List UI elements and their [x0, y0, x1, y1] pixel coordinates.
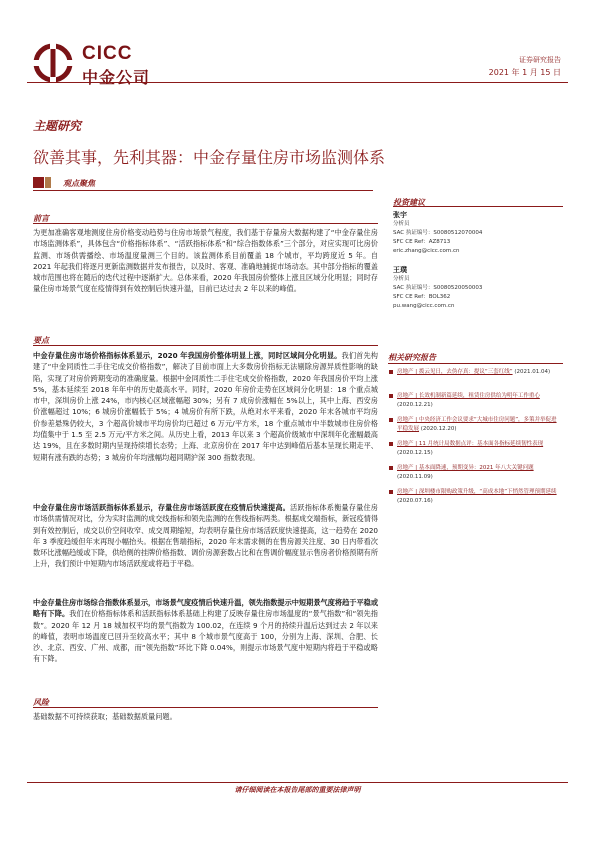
related-bullets-icon — [389, 369, 395, 509]
related-report-item[interactable] — [397, 440, 562, 457]
key-point-price-lead: 中金存量住房市场价格指标体系显示，2020 年我国房价整体明显上涨，同时区域间分化明显。 — [33, 351, 342, 360]
key-point-price — [33, 350, 378, 463]
risk-heading: 风险 — [33, 698, 49, 707]
related-report-link[interactable]: 房地产 | 深圳楼市限购政策升级，“高成本地”下悄然管理预期延续 — [397, 489, 557, 495]
key-point-activity-body: 活跃指标体系衡量存量住房市场供需情况对比，分为实时监测的成交线指标和领先监测的在售线指标两类。根据成交端指标，新冠疫情得到有效控制后，成交以价空间收窄、成交周期缩短，均表明存量住房市场活跃度快速提高，这一趋势在 2020 年 3 季度趋缓但年末再现小幅抬头。根据在售端指标，2020 年末需求侧的在售房源关注度、30 日内带看次数环比涨幅趋缓或下降，供给侧的挂牌价格指数、调价房源套数占比和在售调价幅度显示售房者价格预期有所上升，我们预计中短期内市场活跃度或将趋于平稳。 — [33, 503, 379, 569]
risk-text: 基础数据不可持续获取；基础数据质量问题。 — [33, 712, 177, 721]
related-divider — [388, 363, 563, 364]
related-report-date: (2021.01.04) — [514, 369, 551, 375]
legal-notice: 请仔细阅读在本报告尾部的重要法律声明 — [234, 786, 361, 794]
analysts-divider — [393, 206, 563, 207]
key-point-composite-lead: 中金存量住房市场综合指数体系显示，市场景气度疫情后快速升温，领先指数提示中短期景气度将趋于平稳或略有下降。 — [33, 598, 379, 619]
related-report-item[interactable] — [397, 392, 562, 409]
related-report-link[interactable]: 房地产 | 长效机制新篇延续，租赁住房供给为明年工作重心 — [397, 393, 540, 399]
header-divider — [27, 82, 568, 83]
footer-divider — [27, 782, 568, 783]
key-point-composite-body: 我们在价格指标体系和活跃指标体系基础上构建了反映存量住房市场温度的“景气指数”和“领先指数”。2020 年 12 月 18 城加权平均的景气指数为 100.02，在连续 9 个月的持续升温后达到过去 2 年以来的峰值，表明市场温度已回升至较高水平；其中 8 个城市景气度高于 100，分别为上海、深圳、合肥、长沙、北京、西安、广州、成都，而“领先指数”环比下降 0.04%，则提示市场景气度中短期内将趋于平稳或略有下降。 — [33, 609, 378, 664]
related-report-date: (2020.11.09) — [397, 473, 433, 480]
tag-bar-icon — [45, 177, 51, 188]
related-report-item[interactable] — [397, 416, 562, 433]
related-report-date: (2020.12.15) — [397, 449, 433, 456]
analyst-name: 张宇 — [393, 211, 407, 219]
preface-heading: 前言 — [33, 214, 49, 223]
related-report-date: (2020.12.20) — [420, 425, 457, 432]
analyst-role: 分析员 — [393, 221, 410, 227]
tag-square-icon — [33, 177, 44, 188]
related-report-item[interactable] — [397, 368, 562, 377]
key-point-price-body: 我们首先构建了“中金同质性二手住宅成交价格指数”，解决了目前市面上大多数房价指标无法剔除房源异质性影响的缺陷，实现了对房价跨期变动的准确度量。根据中金同质性二手住宅成交价格指数，2020 年我国房价平均上涨 5%，基本延续至 2018 年年中的历史最高水平。同时，2020 年房价走势在区域间分化明显：18 个重点城市中，深圳房价上涨 24%，市内核心区域涨幅超 30%；另有 7 成房价涨幅在 5%以上，其中上海、西安房价涨幅超过 10%；6 城房价涨幅低于 5%；4 城房价有所下跌，从绝对水平来看，2020 年末各城市平均房价参差悬殊仍较大，3 个超高价城市平均房价均已超过 6 万元/平方米，18 个重点城市中半数城市住房价格均值集中于 1.5 至 2.5 万元/平方米之间。从历史上看，2013 年以来 3 个超高价级城市中深圳年化涨幅最高达 19%，且在多数时期内呈现持续增长态势；上海、北京房价在 2017 年中达到峰值后基本呈现长期走平、短期有涨有跌的态势；3 城房价年均涨幅均超同期沪深 300 指数表现。 — [33, 351, 378, 462]
related-report-link[interactable]: 房地产 | 基本面降速，预期变异：2021 年八大关键问题 — [397, 465, 534, 471]
related-report-date: (2020.12.21) — [397, 401, 433, 408]
analyst-email[interactable]: pu.wang@cicc.com.cn — [393, 303, 455, 309]
cicc-logo-icon — [33, 43, 73, 83]
page-title: 欲善其事，先利其器：中金存量住房市场监测体系 — [33, 148, 386, 167]
analyst-2 — [393, 265, 563, 311]
key-point-activity-lead: 中金存量住房市场活跃指标体系显示，存量住房市场活跃度在疫情后快速提高。 — [33, 503, 291, 512]
section-type: 主题研究 — [33, 119, 82, 133]
tag-label: 观点聚焦 — [63, 179, 95, 188]
report-date: 2021 年 1 月 15 日 — [488, 68, 561, 77]
related-heading: 相关研究报告 — [388, 353, 436, 362]
key-points-divider — [33, 345, 378, 346]
related-report-link[interactable]: 房地产 | 11 月统计局数据点评：基本面各指标延续韧性表现 — [397, 441, 544, 447]
analyst-1 — [393, 210, 563, 256]
analyst-name: 王璞 — [393, 266, 407, 274]
key-points-heading: 要点 — [33, 336, 49, 345]
related-report-date: (2020.07.16) — [397, 497, 433, 504]
analysts-heading: 投资建议 — [393, 198, 425, 207]
analyst-email[interactable]: eric.zhang@cicc.com.cn — [393, 248, 460, 254]
analyst-sac: SAC 执证编号：S0080520050003 — [393, 285, 483, 291]
analyst-role: 分析员 — [393, 276, 410, 282]
related-report-link[interactable]: 房地产 | 拨云见日，去伪存真：提议“三套红线” — [397, 369, 513, 375]
preface-paragraph: 为更加准确客观地测度住房价格变动趋势与住房市场景气程度，我们基于存量房大数据构建了“中金存量住房市场监测体系”，具体包含“价格指标体系”、“活跃指标体系”和“综合指数体系”三个部分，对应实现可比房价监测、市场供需播绘、市场温度量测三个目的。该监测体系目前覆盖 18 个城市，平均跨度近 5 年。自 2021 年起我们将逐月更新监测数据并发布报告，以及时、客观、准确地捕捉市场动态。其中部分指标的覆盖城市范围也将在随后的迭代过程中逐渐扩大。总体来看，2020 年我国房价整体上涨且区域分化明显；同时存量住房市场景气度在疫情得到有效控制后快速升温，目前已达过去 2 年以来的峰值。 — [33, 228, 378, 294]
tag-divider — [33, 190, 373, 191]
analyst-sfc: SFC CE Ref：AZ8713 — [393, 239, 451, 245]
logo-wordmark-cn: 中金公司 — [82, 68, 151, 87]
related-report-item[interactable] — [397, 464, 562, 481]
related-report-link[interactable]: 房地产 | 中央经济工作会议要求“大城市住房问题”，多策并举促进平稳发展 — [397, 417, 557, 432]
analyst-sfc: SFC CE Ref：BOL362 — [393, 294, 451, 300]
analyst-sac: SAC 执证编号：S0080512070004 — [393, 230, 483, 236]
key-point-activity — [33, 502, 378, 570]
risk-divider — [33, 707, 378, 708]
logo-wordmark-en: CICC — [82, 43, 133, 64]
key-point-composite — [33, 597, 378, 665]
report-type: 证券研究报告 — [519, 56, 561, 64]
related-report-item[interactable] — [397, 488, 562, 505]
preface-divider — [33, 223, 378, 224]
